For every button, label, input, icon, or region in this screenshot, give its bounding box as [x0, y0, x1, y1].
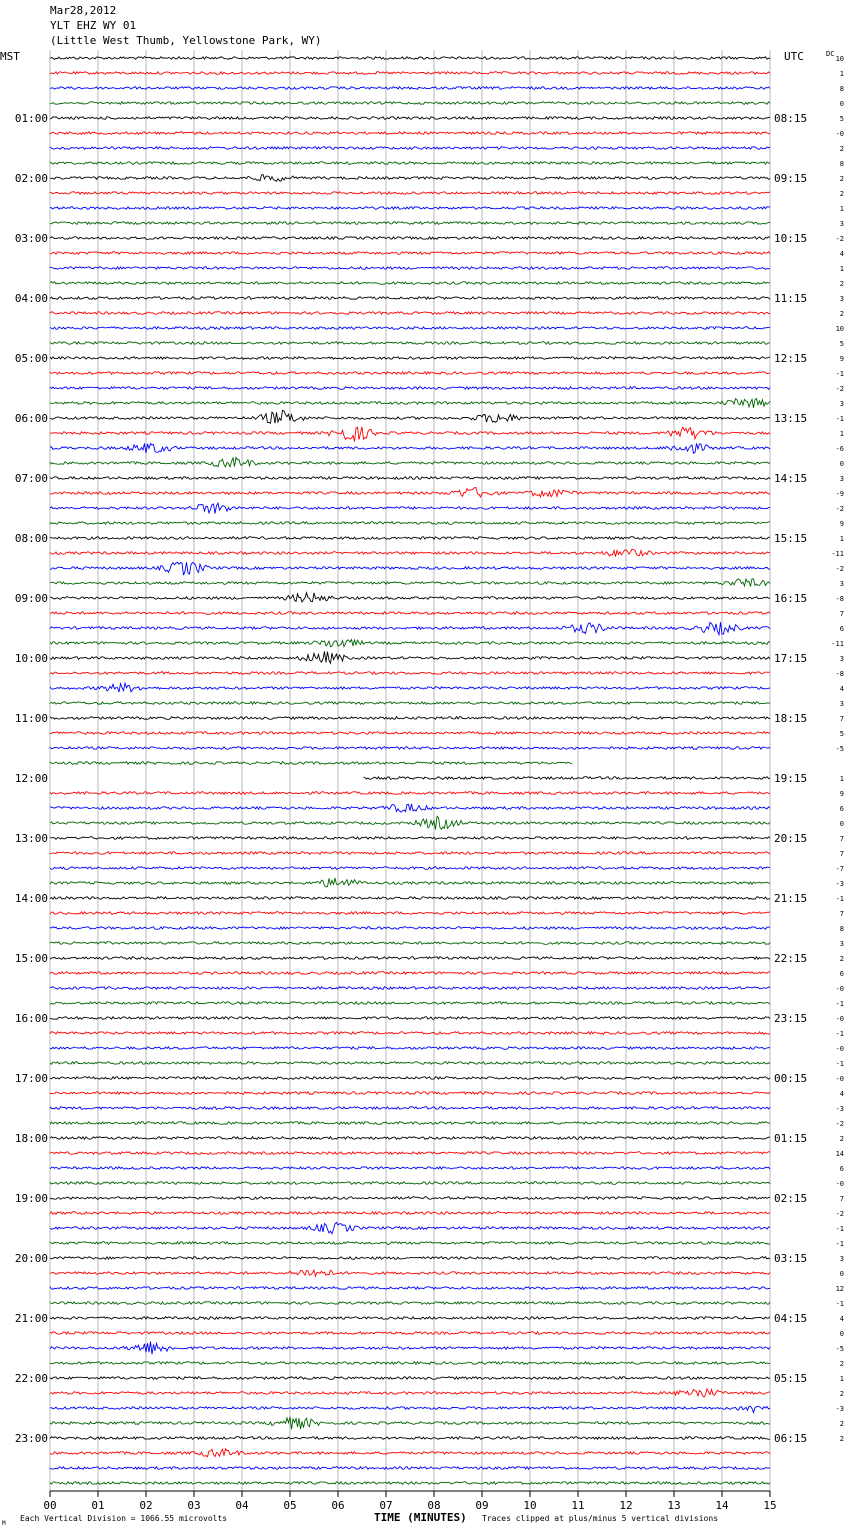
- seismic-trace: [50, 622, 770, 635]
- x-tick-label: 13: [667, 1499, 681, 1512]
- seismic-trace: [50, 972, 770, 975]
- x-axis-label: TIME (MINUTES): [374, 1511, 467, 1524]
- dc-offset-value: 8: [839, 85, 844, 93]
- right-hour-label: 22:15: [774, 952, 808, 965]
- left-timezone-label: MST: [0, 50, 20, 63]
- seismic-trace: [50, 1257, 770, 1260]
- right-hour-label: 01:15: [774, 1132, 808, 1145]
- seismic-trace: [50, 897, 770, 900]
- dc-offset-value: -3: [835, 880, 844, 888]
- seismic-trace: [50, 612, 770, 615]
- left-hour-label: 13:00: [14, 832, 48, 845]
- x-tick-label: 02: [139, 1499, 153, 1512]
- dc-offset-value: -2: [835, 565, 844, 573]
- dc-offset-value: 9: [839, 520, 844, 528]
- dc-offset-value: 2: [839, 280, 844, 288]
- seismic-trace: [50, 1389, 770, 1397]
- seismic-trace: [50, 1449, 770, 1457]
- dc-offset-value: 1: [839, 775, 844, 783]
- dc-offset-value: 3: [839, 295, 844, 303]
- seismic-trace: [50, 1002, 770, 1005]
- seismic-trace: [50, 1482, 770, 1485]
- dc-offset-value: 0: [839, 1270, 844, 1278]
- dc-offset-value: -9: [835, 490, 844, 498]
- clip-note: Traces clipped at plus/minus 5 vertical divisions: [482, 1514, 719, 1523]
- chart-subtitle: (Little West Thumb, Yellowstone Park, WY): [50, 34, 322, 47]
- dc-offset-value: 12: [835, 1285, 844, 1293]
- seismic-trace: [50, 387, 770, 390]
- chart-title: YLT EHZ WY 01: [50, 19, 137, 32]
- dc-offset-value: 4: [839, 1090, 844, 1098]
- seismic-trace: [50, 207, 770, 210]
- dc-offset-value: -2: [835, 235, 844, 243]
- left-hour-label: 10:00: [14, 652, 48, 665]
- dc-offset-value: 5: [839, 115, 844, 123]
- dc-offset-value: -7: [835, 865, 844, 873]
- dc-offset-value: -1: [835, 895, 844, 903]
- left-hour-label: 12:00: [14, 772, 48, 785]
- dc-offset-value: -1: [835, 1000, 844, 1008]
- dc-offset-value: -1: [835, 1300, 844, 1308]
- dc-offset-value: 5: [839, 730, 844, 738]
- dc-offset-value: 8: [839, 160, 844, 168]
- x-tick-label: 12: [619, 1499, 633, 1512]
- seismic-trace: [50, 297, 770, 300]
- right-hour-label: 21:15: [774, 892, 808, 905]
- right-hour-label: 13:15: [774, 412, 808, 425]
- seismic-trace: [50, 503, 770, 513]
- dc-offset-value: 6: [839, 805, 844, 813]
- seismic-trace: [50, 57, 770, 60]
- seismic-trace: [50, 878, 770, 887]
- seismic-trace: [50, 816, 770, 829]
- seismic-trace: [50, 1317, 770, 1320]
- right-hour-label: 08:15: [774, 112, 808, 125]
- dc-offset-value: 5: [839, 340, 844, 348]
- dc-offset-value: -1: [835, 1060, 844, 1068]
- dc-offset-value: 3: [839, 700, 844, 708]
- footer-mark: M: [2, 1520, 6, 1527]
- seismic-trace: [50, 1017, 770, 1020]
- dc-offset-value: 2: [839, 145, 844, 153]
- right-hour-label: 06:15: [774, 1432, 808, 1445]
- seismic-trace: [50, 579, 770, 587]
- left-hour-label: 11:00: [14, 712, 48, 725]
- seismic-trace: [50, 683, 770, 692]
- dc-offset-value: 3: [839, 580, 844, 588]
- dc-offset-value: 1: [839, 430, 844, 438]
- dc-offset-value: 9: [839, 790, 844, 798]
- seismic-trace: [50, 477, 770, 480]
- dc-offset-value: 10: [835, 55, 844, 63]
- seismic-trace: [50, 342, 770, 345]
- seismic-trace: [50, 237, 770, 240]
- dc-offset-value: -5: [835, 1345, 844, 1353]
- dc-offset-value: -0: [835, 1015, 844, 1023]
- dc-offset-value: -11: [831, 550, 844, 558]
- left-hour-label: 01:00: [14, 112, 48, 125]
- dc-offset-value: 1: [839, 205, 844, 213]
- seismic-trace: [50, 1152, 770, 1155]
- dc-offset-value: -0: [835, 1075, 844, 1083]
- seismic-trace: [50, 537, 770, 540]
- dc-offset-value: 3: [839, 1255, 844, 1263]
- seismic-trace: [50, 1406, 770, 1412]
- left-hour-label: 02:00: [14, 172, 48, 185]
- right-hour-label: 04:15: [774, 1312, 808, 1325]
- dc-offset-value: -1: [835, 415, 844, 423]
- dc-offset-value: -8: [835, 670, 844, 678]
- dc-offset-value: -1: [835, 370, 844, 378]
- right-hour-label: 05:15: [774, 1372, 808, 1385]
- left-hour-label: 21:00: [14, 1312, 48, 1325]
- left-hour-label: 14:00: [14, 892, 48, 905]
- x-tick-label: 14: [715, 1499, 729, 1512]
- dc-offset-value: 10: [835, 325, 844, 333]
- dc-offset-value: 0: [839, 820, 844, 828]
- left-hour-label: 22:00: [14, 1372, 48, 1385]
- left-hour-label: 04:00: [14, 292, 48, 305]
- dc-offset-value: -2: [835, 385, 844, 393]
- right-hour-label: 02:15: [774, 1192, 808, 1205]
- dc-offset-value: 7: [839, 1195, 844, 1203]
- dc-offset-value: -5: [835, 745, 844, 753]
- right-hour-label: 17:15: [774, 652, 808, 665]
- left-hour-label: 18:00: [14, 1132, 48, 1145]
- right-hour-label: 03:15: [774, 1252, 808, 1265]
- x-tick-label: 08: [427, 1499, 441, 1512]
- seismic-trace: [50, 732, 770, 735]
- dc-offset-value: 2: [839, 310, 844, 318]
- dc-offset-value: 6: [839, 970, 844, 978]
- seismic-trace: [50, 399, 770, 408]
- seismic-trace: [50, 488, 770, 498]
- seismic-trace: [50, 1362, 770, 1365]
- seismic-trace: [50, 1062, 770, 1065]
- seismic-trace: [50, 175, 770, 182]
- dc-offset-value: 2: [839, 1420, 844, 1428]
- x-tick-label: 07: [379, 1499, 393, 1512]
- dc-offset-value: 9: [839, 355, 844, 363]
- seismic-trace: [50, 222, 770, 225]
- dc-offset-value: 14: [835, 1150, 844, 1158]
- right-hour-label: 10:15: [774, 232, 808, 245]
- right-hour-label: 18:15: [774, 712, 808, 725]
- seismic-trace: [50, 867, 770, 870]
- dc-offset-value: 3: [839, 475, 844, 483]
- right-hour-label: 11:15: [774, 292, 808, 305]
- left-hour-label: 09:00: [14, 592, 48, 605]
- x-tick-label: 05: [283, 1499, 297, 1512]
- dc-offset-value: -6: [835, 445, 844, 453]
- seismic-trace: [50, 1342, 770, 1355]
- x-tick-label: 00: [43, 1499, 57, 1512]
- seismic-trace: [50, 427, 770, 442]
- seismic-trace: [50, 1377, 770, 1380]
- seismic-trace: [50, 1137, 770, 1140]
- seismic-trace: [50, 192, 770, 195]
- seismic-trace: [50, 852, 770, 855]
- seismic-trace: [50, 1092, 770, 1095]
- scale-note: Each Vertical Division = 1066.55 microvolts: [20, 1514, 228, 1523]
- dc-offset-value: 7: [839, 715, 844, 723]
- dc-offset-value: -0: [835, 1045, 844, 1053]
- seismic-trace: [50, 1032, 770, 1035]
- seismic-trace: [50, 762, 572, 765]
- x-tick-label: 11: [571, 1499, 585, 1512]
- dc-offset-value: -2: [835, 505, 844, 513]
- seismic-trace: [50, 132, 770, 135]
- dc-offset-value: 7: [839, 910, 844, 918]
- dc-offset-value: -8: [835, 595, 844, 603]
- seismic-trace: [50, 837, 770, 840]
- seismic-trace: [50, 549, 770, 556]
- seismic-trace: [50, 1437, 770, 1440]
- dc-offset-value: 2: [839, 190, 844, 198]
- seismic-trace: [50, 1107, 770, 1110]
- seismic-trace: [50, 804, 770, 812]
- seismic-trace: [50, 102, 770, 105]
- left-hour-label: 17:00: [14, 1072, 48, 1085]
- seismic-trace: [50, 117, 770, 120]
- dc-offset-value: 7: [839, 610, 844, 618]
- dc-offset-value: -3: [835, 1405, 844, 1413]
- seismic-trace: [50, 702, 770, 705]
- seismic-trace: [50, 443, 770, 453]
- seismic-trace: [50, 912, 770, 915]
- left-hour-label: 03:00: [14, 232, 48, 245]
- seismic-trace: [50, 372, 770, 375]
- dc-offset-value: 2: [839, 1435, 844, 1443]
- seismic-trace: [50, 987, 770, 990]
- seismic-trace: [50, 267, 770, 270]
- seismic-trace: [50, 87, 770, 90]
- dc-offset-value: -0: [835, 985, 844, 993]
- seismic-trace: [50, 1270, 770, 1276]
- seismic-trace: [50, 1077, 770, 1080]
- seismic-trace: [50, 1212, 770, 1215]
- right-hour-label: 14:15: [774, 472, 808, 485]
- left-hour-label: 05:00: [14, 352, 48, 365]
- seismic-trace: [50, 747, 770, 750]
- seismic-trace: [50, 1287, 770, 1290]
- dc-offset-value: 2: [839, 1135, 844, 1143]
- seismic-trace: [50, 522, 770, 525]
- left-hour-label: 07:00: [14, 472, 48, 485]
- right-hour-label: 23:15: [774, 1012, 808, 1025]
- dc-offset-value: 0: [839, 100, 844, 108]
- seismic-trace: [50, 1467, 770, 1470]
- dc-offset-value: -1: [835, 1240, 844, 1248]
- dc-offset-header: DC: [826, 50, 835, 58]
- x-tick-label: 09: [475, 1499, 489, 1512]
- right-hour-label: 00:15: [774, 1072, 808, 1085]
- dc-offset-value: 1: [839, 265, 844, 273]
- dc-offset-value: 3: [839, 655, 844, 663]
- seismic-trace: [50, 252, 770, 255]
- x-tick-label: 15: [763, 1499, 777, 1512]
- seismic-trace: [50, 593, 770, 602]
- right-hour-label: 19:15: [774, 772, 808, 785]
- dc-offset-value: 2: [839, 1360, 844, 1368]
- seismic-trace: [50, 1302, 770, 1305]
- dc-offset-value: 1: [839, 535, 844, 543]
- dc-offset-value: 4: [839, 685, 844, 693]
- chart-date: Mar28,2012: [50, 4, 117, 17]
- left-hour-label: 15:00: [14, 952, 48, 965]
- seismic-trace: [50, 651, 770, 663]
- seismic-trace: [50, 1167, 770, 1170]
- dc-offset-value: -0: [835, 130, 844, 138]
- dc-offset-value: 1: [839, 70, 844, 78]
- dc-offset-value: 4: [839, 250, 844, 258]
- dc-offset-value: 8: [839, 925, 844, 933]
- left-hour-label: 06:00: [14, 412, 48, 425]
- dc-offset-value: -0: [835, 1180, 844, 1188]
- dc-offset-value: 2: [839, 175, 844, 183]
- seismic-trace: [50, 942, 770, 945]
- seismic-trace: [50, 410, 770, 423]
- dc-offset-value: 6: [839, 625, 844, 633]
- dc-offset-value: -1: [835, 1030, 844, 1038]
- seismic-trace: [50, 957, 770, 960]
- right-hour-label: 09:15: [774, 172, 808, 185]
- dc-offset-value: -2: [835, 1210, 844, 1218]
- seismic-trace: [50, 457, 770, 466]
- seismic-trace: [50, 327, 770, 330]
- seismic-trace: [50, 640, 770, 647]
- seismic-trace: [50, 1122, 770, 1125]
- seismic-trace: [50, 792, 770, 795]
- dc-offset-value: 3: [839, 220, 844, 228]
- dc-offset-value: -11: [831, 640, 844, 648]
- x-tick-label: 01: [91, 1499, 105, 1512]
- dc-offset-value: 4: [839, 1315, 844, 1323]
- dc-offset-value: 0: [839, 460, 844, 468]
- x-tick-label: 03: [187, 1499, 201, 1512]
- dc-offset-value: 0: [839, 1330, 844, 1338]
- seismic-trace: [50, 1417, 770, 1430]
- x-tick-label: 06: [331, 1499, 345, 1512]
- seismic-trace: [50, 1242, 770, 1245]
- seismic-trace: [50, 72, 770, 75]
- seismic-trace: [50, 1047, 770, 1050]
- right-hour-label: 16:15: [774, 592, 808, 605]
- seismic-trace: [50, 562, 770, 575]
- left-hour-label: 20:00: [14, 1252, 48, 1265]
- seismic-trace: [50, 312, 770, 315]
- seismic-trace: [50, 357, 770, 360]
- seismic-trace: [50, 717, 770, 720]
- dc-offset-value: 3: [839, 940, 844, 948]
- seismic-trace: [364, 777, 771, 780]
- right-hour-label: 20:15: [774, 832, 808, 845]
- seismic-trace: [50, 672, 770, 675]
- left-hour-label: 23:00: [14, 1432, 48, 1445]
- dc-offset-value: 7: [839, 850, 844, 858]
- right-hour-label: 12:15: [774, 352, 808, 365]
- dc-offset-value: 2: [839, 1390, 844, 1398]
- seismic-trace: [50, 927, 770, 930]
- seismic-trace: [50, 147, 770, 150]
- dc-offset-value: 6: [839, 1165, 844, 1173]
- dc-offset-value: -3: [835, 1105, 844, 1113]
- seismic-trace: [50, 1332, 770, 1335]
- dc-offset-value: 3: [839, 400, 844, 408]
- dc-offset-value: 2: [839, 955, 844, 963]
- left-hour-label: 19:00: [14, 1192, 48, 1205]
- dc-offset-value: -1: [835, 1225, 844, 1233]
- seismic-trace: [50, 282, 770, 285]
- x-tick-label: 04: [235, 1499, 249, 1512]
- right-timezone-label: UTC: [784, 50, 804, 63]
- seismic-trace: [50, 1222, 770, 1233]
- seismic-trace: [50, 1182, 770, 1185]
- x-tick-label: 10: [523, 1499, 537, 1512]
- dc-offset-value: 7: [839, 835, 844, 843]
- left-hour-label: 08:00: [14, 532, 48, 545]
- seismic-trace: [50, 162, 770, 165]
- right-hour-label: 15:15: [774, 532, 808, 545]
- dc-offset-value: -2: [835, 1120, 844, 1128]
- dc-offset-value: 1: [839, 1375, 844, 1383]
- left-hour-label: 16:00: [14, 1012, 48, 1025]
- seismic-trace: [50, 1197, 770, 1200]
